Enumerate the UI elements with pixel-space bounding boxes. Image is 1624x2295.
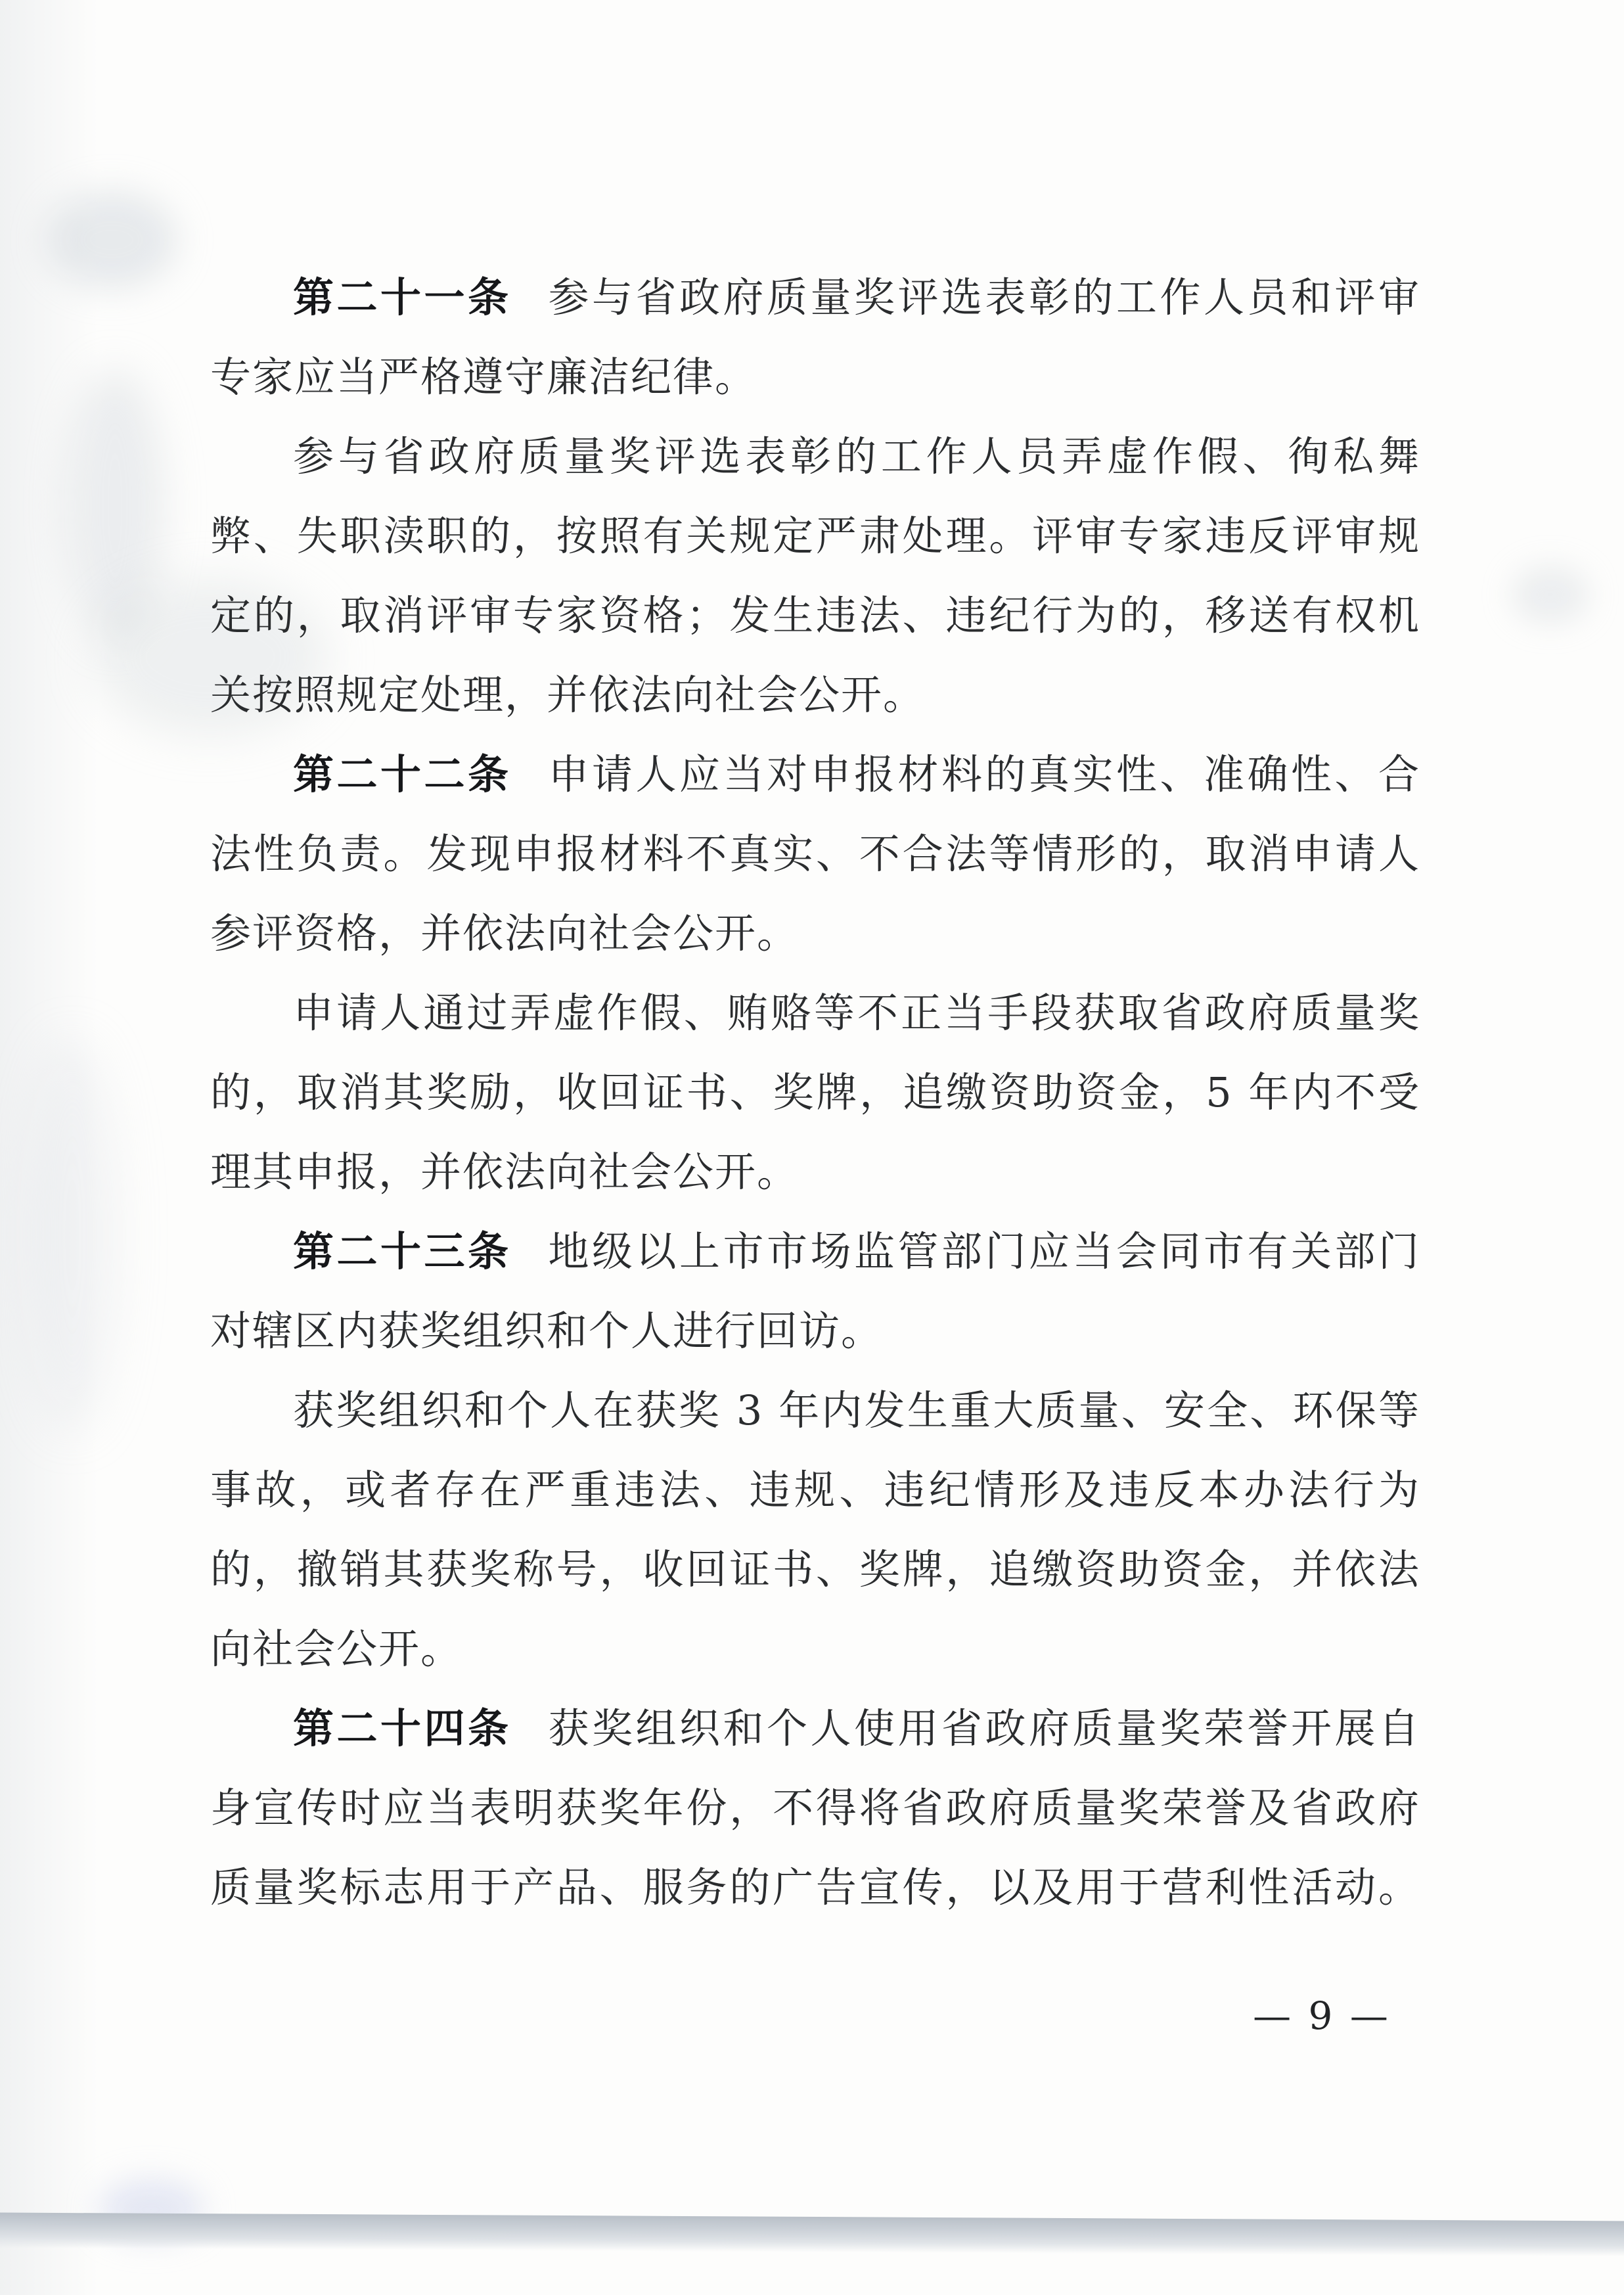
text-line: 获奖组织和个人在获奖 3 年内发生重大质量、安全、环保等 — [293, 1386, 1420, 1434]
scan-smudge — [66, 368, 164, 644]
text-line — [210, 258, 1420, 337]
text-line: 的，撤销其获奖称号，收回证书、奖牌，追缴资助资金，并依法 — [210, 1545, 1420, 1593]
article-number: 第二十一条 — [293, 273, 512, 321]
article-number: 第二十三条 — [293, 1227, 512, 1275]
page-number: — 9 — — [1253, 1993, 1391, 2038]
article-number: 第二十二条 — [293, 750, 512, 798]
text-line — [210, 1689, 1420, 1768]
text-line: 法性负责。发现申报材料不真实、不合法等情形的，取消申请人 — [210, 830, 1420, 878]
line-text: 参与省政府质量奖评选表彰的工作人员和评审 — [548, 273, 1420, 321]
text-line: 弊、失职渎职的，按照有关规定严肃处理。评审专家违反评审规 — [210, 512, 1420, 560]
text-line: 质量奖标志用于产品、服务的广告宣传，以及用于营利性活动。 — [210, 1863, 1420, 1911]
article-number: 第二十四条 — [293, 1704, 512, 1752]
scan-smudge — [1511, 565, 1590, 624]
text-line — [210, 735, 1420, 814]
text-line: 申请人通过弄虚作假、贿赂等不正当手段获取省政府质量奖 — [293, 989, 1420, 1037]
scan-smudge — [46, 191, 177, 289]
text-line: 向社会公开。 — [210, 1625, 463, 1673]
line-text: 获奖组织和个人使用省政府质量奖荣誉开展自 — [548, 1704, 1420, 1752]
text-line: 参评资格，并依法向社会公开。 — [210, 909, 800, 957]
text-line: 理其申报，并依法向社会公开。 — [210, 1148, 800, 1196]
scan-shadow-band — [0, 2212, 1624, 2256]
text-line: 身宣传时应当表明获奖年份，不得将省政府质量奖荣誉及省政府 — [210, 1784, 1420, 1832]
line-text: 地级以上市市场监管部门应当会同市有关部门 — [548, 1227, 1420, 1275]
line-text: 申请人应当对申报材料的真实性、准确性、合 — [548, 750, 1420, 798]
scan-smudge — [99, 2180, 204, 2239]
text-line: 参与省政府质量奖评选表彰的工作人员弄虚作假、徇私舞 — [293, 432, 1420, 480]
scan-left-shade — [0, 0, 99, 2295]
scan-smudge — [26, 1038, 118, 1432]
text-line: 专家应当严格遵守廉洁纪律。 — [210, 353, 757, 401]
text-line: 事故，或者存在严重违法、违规、违纪情形及违反本办法行为 — [210, 1466, 1420, 1514]
text-line: 对辖区内获奖组织和个人进行回访。 — [210, 1307, 884, 1355]
text-line: 关按照规定处理，并依法向社会公开。 — [210, 671, 926, 719]
text-line: 定的，取消评审专家资格；发生违法、违纪行为的，移送有权机 — [210, 591, 1420, 639]
text-line: 的，取消其奖励，收回证书、奖牌，追缴资助资金，5 年内不受 — [210, 1068, 1420, 1116]
document-text-block — [210, 258, 1420, 1927]
text-line — [210, 1212, 1420, 1291]
